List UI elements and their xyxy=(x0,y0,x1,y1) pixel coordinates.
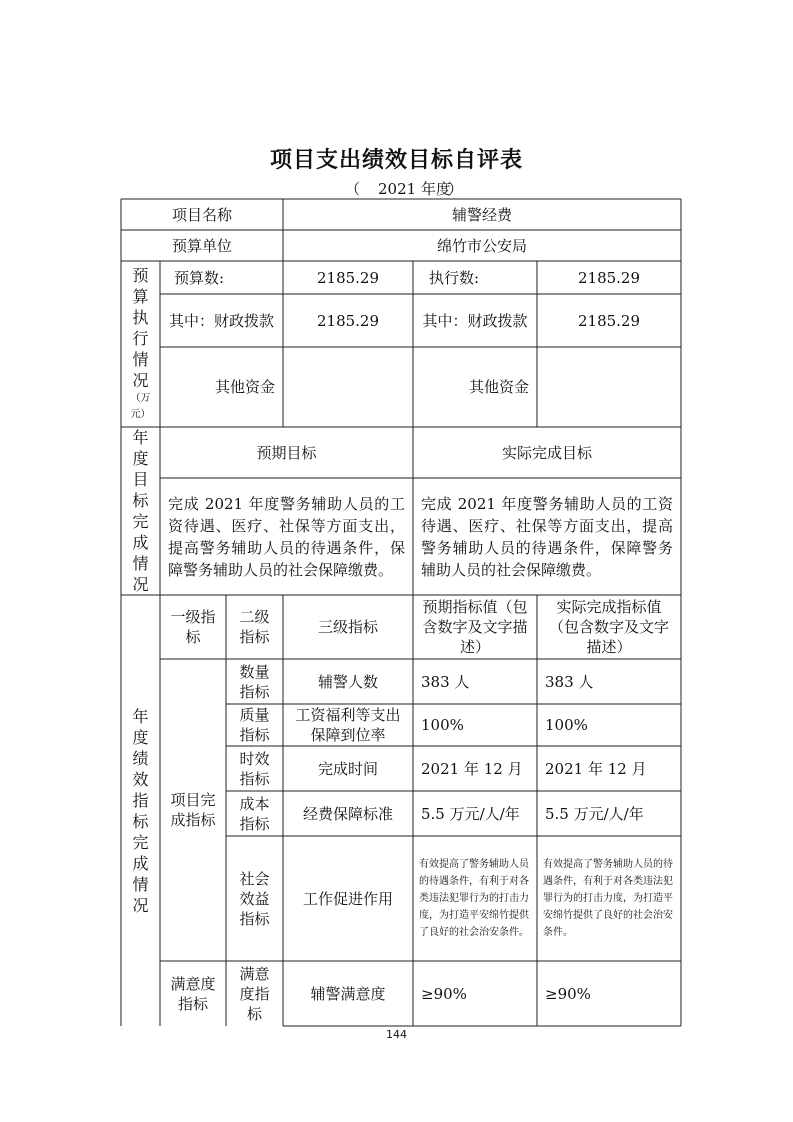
project-name-value: 辅警经费 xyxy=(451,205,512,224)
actual-quantity: 383 人 xyxy=(545,672,594,691)
header-actual: 实际完成指标值（包含数字及文字描述） xyxy=(548,598,669,656)
actual-timeliness: 2021 年 12 月 xyxy=(545,759,647,778)
actual-cost: 5.5 万元/人/年 xyxy=(545,804,644,823)
exec-amount-label: 执行数: xyxy=(429,268,480,287)
year-close-paren: ） xyxy=(448,180,464,198)
year-open-paren: （ xyxy=(345,180,361,198)
budget-amount-value: 2185.29 xyxy=(316,268,380,287)
budget-amount-label: 预算数: xyxy=(174,268,225,287)
annual-goal-char: 成 xyxy=(132,533,149,552)
level3-satisfaction: 辅警满意度 xyxy=(310,984,386,1003)
other-exec-value xyxy=(537,347,681,427)
other-budget-label: 其他资金 xyxy=(214,378,275,396)
annual-goal-char: 完 xyxy=(132,512,149,531)
budget-section-label xyxy=(121,261,160,427)
annual-goal-section-label xyxy=(121,427,160,595)
annual-goal-char: 度 xyxy=(132,449,149,468)
level3-cost: 经费保障标准 xyxy=(302,804,393,823)
other-budget-value xyxy=(283,347,413,427)
perf-section-char: 标 xyxy=(132,811,149,831)
perf-section-char: 况 xyxy=(132,895,149,915)
level3-quality: 工资福利等支出保障到位率 xyxy=(295,706,401,744)
budget-unit-label: 预算单位 xyxy=(171,236,232,255)
actual-satisfaction: ≥90% xyxy=(545,984,591,1003)
expected-quantity: 383 人 xyxy=(421,672,470,691)
budget-section-char: 执 xyxy=(132,308,149,327)
budget-unit-note: 元） xyxy=(130,409,151,420)
level2-timeliness: 时效指标 xyxy=(239,749,270,788)
annual-goal-char: 情 xyxy=(132,554,149,573)
fiscal-budget-label: 其中：财政拨款 xyxy=(168,311,274,330)
page-title: 项目支出绩效目标自评表 xyxy=(269,148,523,173)
header-level2: 二级指标 xyxy=(239,608,270,646)
expected-goal-header: 预期目标 xyxy=(256,443,317,462)
header-expected: 预期指标值（包含数字及文字描述） xyxy=(422,598,528,656)
perf-section-char: 成 xyxy=(132,853,149,873)
level3-quantity: 辅警人数 xyxy=(317,672,378,691)
perf-section-char: 绩 xyxy=(132,748,149,768)
perf-section-char: 年 xyxy=(132,706,149,726)
fiscal-exec-value: 2185.29 xyxy=(577,311,641,330)
project-name-label: 项目名称 xyxy=(171,205,232,224)
level2-quality: 质量指标 xyxy=(239,706,270,744)
expected-cost: 5.5 万元/人/年 xyxy=(421,804,520,823)
expected-social-benefit: 有效提高了警务辅助人员的待遇条件，有利于对各类违法犯罪行为的打击力度，为打造平安绵竹提供了良好的社会治安条件。 xyxy=(419,859,529,938)
level2-social-benefit: 社会效益指标 xyxy=(239,869,270,928)
annual-goal-char: 年 xyxy=(132,428,149,447)
budget-unit-note: （万 xyxy=(130,393,151,404)
budget-section-char: 算 xyxy=(132,287,149,306)
header-level3: 三级指标 xyxy=(317,618,378,636)
page-number: 144 xyxy=(386,1028,407,1041)
perf-section-char: 完 xyxy=(132,832,149,852)
level3-social-benefit: 工作促进作用 xyxy=(302,889,393,908)
header-level1: 一级指标 xyxy=(170,608,216,646)
annual-goal-char: 况 xyxy=(132,575,149,594)
fiscal-budget-value: 2185.29 xyxy=(316,311,380,330)
perf-section-char: 指 xyxy=(132,790,149,810)
actual-social-benefit: 有效提高了警务辅助人员的待遇条件，有利于对各类违法犯罪行为的打击力度，为打造平安绵竹提供了良好的社会治安条件。 xyxy=(543,859,673,938)
actual-quality: 100% xyxy=(545,716,588,734)
annual-goal-char: 目 xyxy=(132,470,149,489)
perf-section-label xyxy=(121,595,160,1026)
year-text: 2021 年度 xyxy=(378,180,451,198)
level3-timeliness: 完成时间 xyxy=(317,759,378,778)
expected-goal-text: 完成 2021 年度警务辅助人员的工资待遇、医疗、社保等方面支出，提高警务辅助人员的待遇条件，保障警务辅助人员的社会保障缴费。 xyxy=(168,494,405,579)
level2-cost: 成本指标 xyxy=(239,794,270,833)
other-exec-label: 其他资金 xyxy=(468,378,529,396)
annual-goal-char: 标 xyxy=(132,491,149,510)
exec-amount-value: 2185.29 xyxy=(577,268,641,287)
budget-section-char: 况 xyxy=(132,371,149,390)
actual-goal-header: 实际完成目标 xyxy=(501,443,592,462)
actual-goal-text: 完成 2021 年度警务辅助人员的工资待遇、医疗、社保等方面支出，提高警务辅助人员的待遇条件，保障警务辅助人员的社会保障缴费。 xyxy=(421,494,673,579)
perf-section-char: 度 xyxy=(132,727,149,747)
level1-satisfaction: 满意度指标 xyxy=(170,974,216,1013)
level1-output-indicator: 项目完成指标 xyxy=(170,791,216,829)
perf-section-char: 情 xyxy=(132,874,149,894)
expected-satisfaction: ≥90% xyxy=(421,984,467,1003)
level2-quantity: 数量指标 xyxy=(239,662,270,701)
budget-unit-value: 绵竹市公安局 xyxy=(436,236,527,255)
budget-section-char: 情 xyxy=(132,350,149,369)
budget-section-char: 行 xyxy=(132,329,149,348)
expected-quality: 100% xyxy=(421,716,464,734)
perf-section-char: 效 xyxy=(132,769,149,789)
expected-timeliness: 2021 年 12 月 xyxy=(421,759,523,778)
budget-section-char: 预 xyxy=(132,266,149,285)
fiscal-exec-label: 其中：财政拨款 xyxy=(422,311,528,330)
level2-satisfaction: 满意度指标 xyxy=(239,964,270,1023)
